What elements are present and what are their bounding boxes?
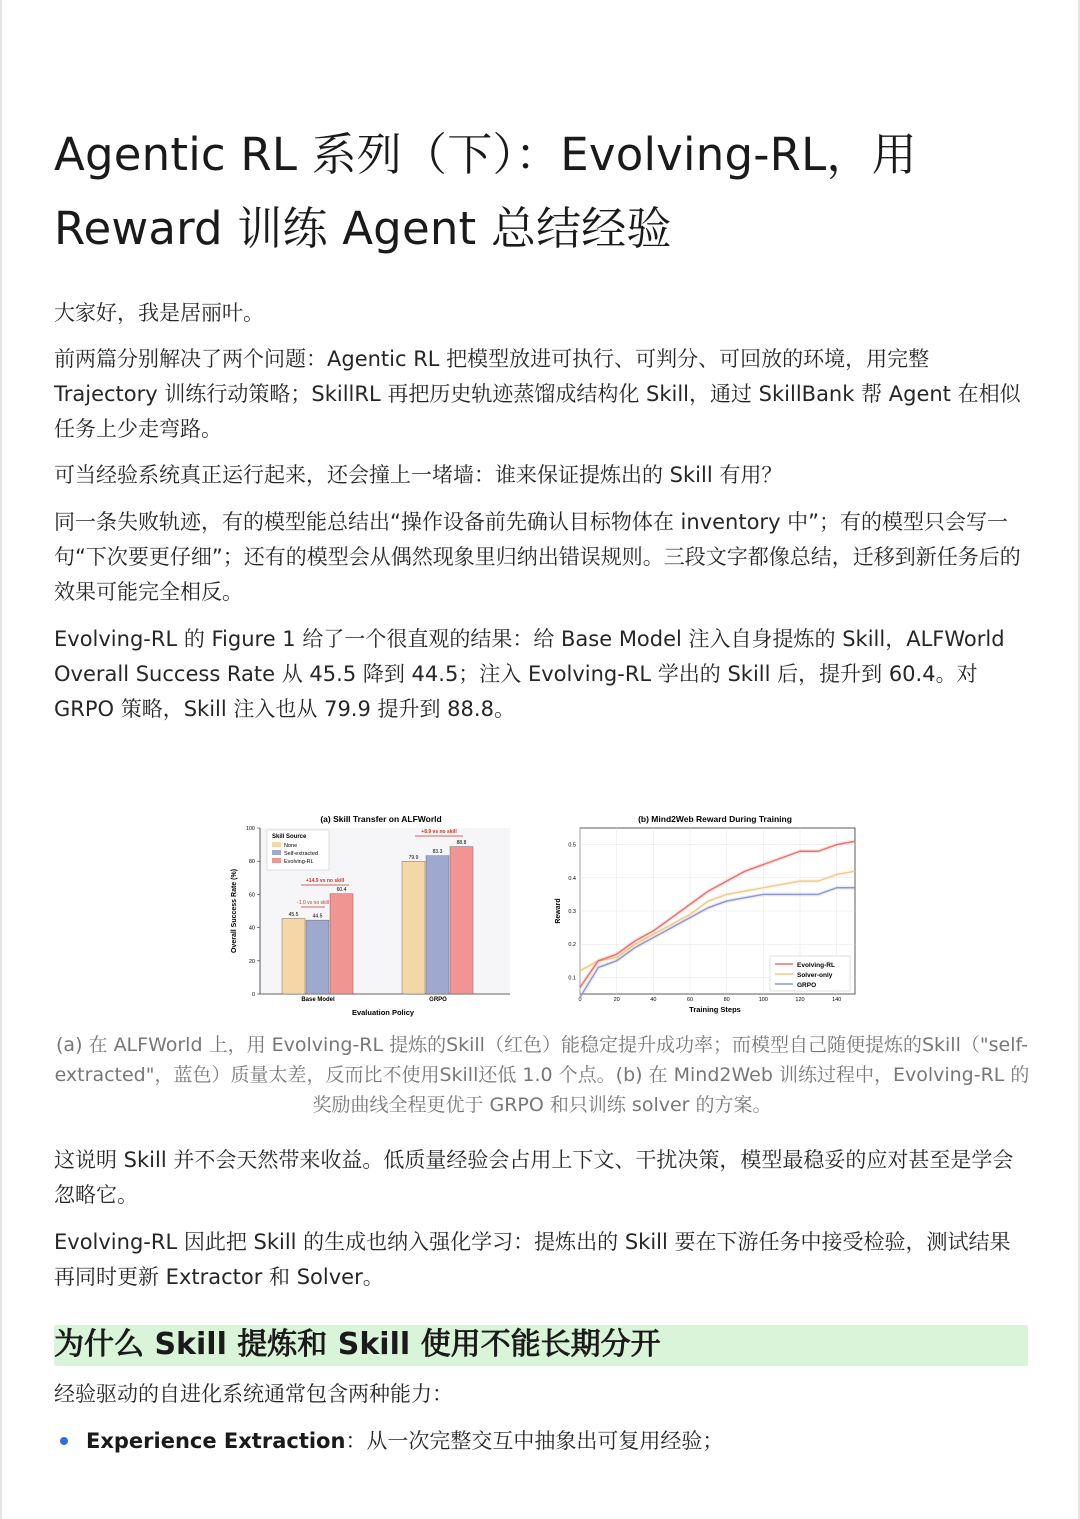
paragraph-example: 同一条失败轨迹，有的模型能总结出“操作设备前先确认目标物体在 inventory 中”；有的模型只会写一句“下次要更仔细”；还有的模型会从偶然现象里归纳出错误规则。三段文字都像总结，迁移到新任务后的效果可能完全相反。 (54, 510, 1021, 604)
chart-b (555, 814, 855, 1014)
chart-a-ytick-label: 60 (248, 892, 255, 899)
chart-b-xtick-label: 20 (613, 997, 620, 1003)
chart-a-legend-title: Skill Source (272, 834, 307, 840)
chart-a-ylabel: Overall Success Rate (%) (231, 868, 238, 954)
bar-evolving-rl-1 (450, 847, 473, 994)
chart-b-ylabel: Reward (555, 898, 562, 924)
bar-value-label: 44.5 (312, 913, 323, 920)
annotation-minus-1-0: -1.0 vs no skill (297, 900, 329, 906)
chart-a (231, 814, 510, 1017)
bar-none-1 (402, 861, 425, 994)
bullet-dot (60, 1437, 68, 1445)
chart-b-xlabel: Training Steps (689, 1005, 741, 1014)
chart-b-legend (770, 956, 850, 991)
chart-b-xtick-label: 100 (758, 997, 768, 1003)
legend-label-none: None (284, 843, 298, 849)
section-heading-box (54, 1325, 1028, 1366)
chart-b-xtick-label: 80 (723, 997, 730, 1003)
article-title-line-2: Reward 训练 Agent 总结经验 (54, 202, 672, 255)
bar-self-extracted-0 (306, 920, 329, 994)
chart-a-xlabel: Evaluation Policy (351, 1008, 415, 1017)
bar-value-label: 45.5 (288, 911, 299, 918)
paragraph-background: 前两篇分别解决了两个问题：Agentic RL 把模型放进可执行、可判分、可回放的环境，用完整 Trajectory 训练行动策略；SkillRL 再把历史轨迹蒸馏成结构化 Skill，通过 SkillBank 帮 Agent 在相似任务上少走弯路。 (54, 347, 1021, 441)
legend-label-b-evolving-rl: Evolving-RL (797, 962, 835, 969)
chart-a-ytick-label: 80 (248, 859, 255, 866)
chart-a-ytick-label: 40 (248, 925, 255, 932)
legend-swatch-evolving-rl (272, 858, 281, 863)
chart-b-xtick-label: 60 (686, 997, 694, 1003)
chart-b-ytick-label: 0.2 (568, 942, 576, 949)
chart-a-category-label: GRPO (429, 997, 447, 1003)
article-title-line-1: Agentic RL 系列（下）：Evolving-RL，用 (54, 128, 917, 181)
bullet-item-experience-extraction (54, 1424, 1030, 1459)
legend-swatch-self-extracted (272, 850, 281, 855)
paragraph-question: 可当经验系统真正运行起来，还会撞上一堵墙：谁来保证提炼出的 Skill 有用？ (54, 463, 783, 487)
figure-caption: (a) 在 ALFWorld 上，用 Evolving-RL 提炼的Skill（红色）能稳定提升成功率；而模型自己随便提炼的Skill（"self-extracted"，蓝色）质量太差，反而比不使用Skill还低 1.0 个点。(b) 在 Mind2Web 训练过程中，Evolving-RL 的奖励曲线全程更优于 GRPO 和只训练 solver 的方案。 (54, 1034, 1030, 1116)
bar-value-label: 88.8 (456, 840, 467, 847)
chart-b-ytick-label: 0.3 (568, 909, 576, 915)
annotation-plus-8-9: +8.9 vs no skill (421, 829, 457, 835)
chart-a-ytick-label: 20 (248, 958, 255, 965)
bullet-label: Experience Extraction (86, 1429, 346, 1453)
chart-a-y-ticks (246, 826, 260, 998)
chart-b-ytick-label: 0.5 (568, 842, 576, 849)
chart-a-ytick-label: 0 (251, 992, 255, 998)
legend-label-self-extracted: Self-extracted (284, 851, 318, 857)
figure-1-svg (225, 808, 857, 1026)
chart-b-xtick-label: 120 (795, 997, 805, 1003)
paragraph-conclusion: 这说明 Skill 并不会天然带来收益。低质量经验会占用上下文、干扰决策，模型最稳妥的应对甚至是学会忽略它。 (54, 1148, 1014, 1207)
legend-label-b-grpo: GRPO (797, 982, 817, 989)
bar-self-extracted-1 (426, 856, 449, 994)
paragraph-method: Evolving-RL 因此把 Skill 的生成也纳入强化学习：提炼出的 Skill 要在下游任务中接受检验，测试结果再同时更新 Extractor 和 Solver。 (54, 1230, 1011, 1289)
paragraph-greeting: 大家好，我是居丽叶。 (54, 301, 264, 325)
chart-b-title: (b) Mind2Web Reward During Training (638, 814, 792, 824)
paragraph-figure-result: Evolving-RL 的 Figure 1 给了一个很直观的结果：给 Base Model 注入自身提炼的 Skill，ALFWorld Overall Success Rate 从 45.5 降到 44.5；注入 Evolving-RL 学出的 Skill 后，提升到 60.4。对 GRPO 策略，Skill 注入也从 79.9 提升到 88.8。 (54, 627, 1005, 721)
chart-a-legend (267, 830, 329, 870)
bar-none-0 (282, 918, 305, 994)
chart-a-title: (a) Skill Transfer on ALFWorld (320, 814, 442, 824)
bar-value-label: 60.4 (336, 887, 347, 894)
figure-1 (225, 808, 857, 1026)
chart-b-xtick-label: 40 (650, 997, 657, 1003)
chart-b-ytick-label: 0.4 (568, 875, 576, 882)
chart-b-xtick-label: 140 (832, 997, 842, 1003)
legend-swatch-none (272, 842, 281, 847)
chart-b-ytick-label: 0.1 (568, 975, 576, 982)
bullet-text: ：从一次完整交互中抽象出可复用经验； (345, 1429, 724, 1453)
chart-b-y-ticks (568, 843, 576, 982)
chart-b-xtick-label: 0 (578, 997, 582, 1003)
chart-a-ytick-label: 100 (245, 826, 255, 832)
legend-label-evolving-rl: Evolving-RL (284, 859, 314, 865)
bar-value-label: 83.3 (432, 849, 443, 856)
annotation-plus-14-9: +14.9 vs no skill (305, 878, 345, 884)
bar-value-label: 79.9 (408, 854, 419, 861)
chart-a-category-label: Base Model (301, 997, 335, 1003)
article-title (54, 118, 1030, 266)
section-heading: 为什么 Skill 提炼和 Skill 使用不能长期分开 (54, 1327, 661, 1362)
legend-label-b-solver-only: Solver-only (797, 972, 833, 979)
page-left-edge (0, 0, 2, 1519)
chart-a-categories (301, 997, 447, 1003)
paragraph-abilities-intro: 经验驱动的自进化系统通常包含两种能力： (54, 1382, 453, 1406)
chart-b-x-ticks (578, 997, 841, 1003)
article-header (54, 118, 1030, 266)
bar-evolving-rl-0 (330, 894, 353, 994)
